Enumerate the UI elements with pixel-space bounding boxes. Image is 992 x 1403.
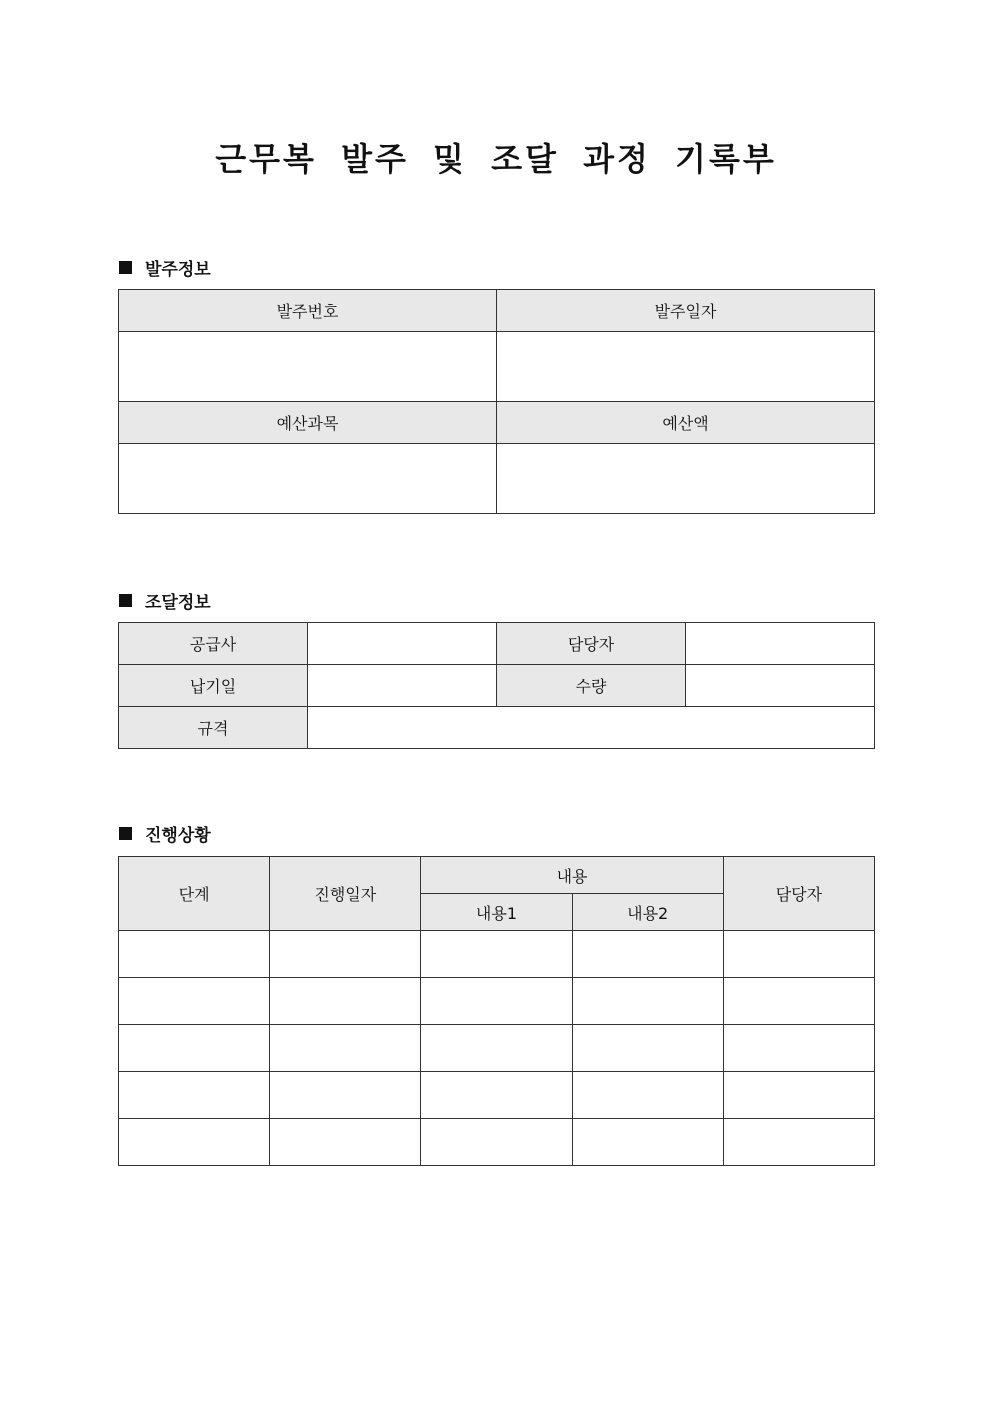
quantity-label: 수량 (497, 665, 686, 707)
manager-label: 담당자 (497, 623, 686, 665)
square-bullet-icon (119, 261, 132, 274)
order-number-field[interactable] (119, 332, 497, 402)
stage-header: 단계 (119, 857, 270, 931)
section-heading-label: 발주정보 (145, 260, 211, 280)
supplier-field[interactable] (308, 623, 497, 665)
table-cell[interactable] (270, 1119, 421, 1166)
section-heading-label: 진행상황 (145, 826, 211, 846)
table-cell[interactable] (572, 1119, 723, 1166)
table-cell[interactable] (119, 1072, 270, 1119)
square-bullet-icon (119, 827, 132, 840)
table-cell[interactable] (119, 931, 270, 978)
table-row (119, 931, 875, 978)
table-row (119, 1025, 875, 1072)
table-cell[interactable] (572, 978, 723, 1025)
table-cell[interactable] (723, 1072, 874, 1119)
table-cell[interactable] (421, 978, 572, 1025)
section-heading-order-info (119, 255, 211, 280)
supplier-label: 공급사 (119, 623, 308, 665)
spec-field[interactable] (308, 707, 875, 749)
table-cell[interactable] (572, 931, 723, 978)
table-row (119, 1072, 875, 1119)
page-title: 근무복 발주 및 조달 과정 기록부 (215, 140, 777, 178)
spec-label: 규격 (119, 707, 308, 749)
table-cell[interactable] (421, 1072, 572, 1119)
budget-amount-label: 예산액 (497, 402, 875, 444)
section-heading-label: 조달정보 (145, 593, 211, 613)
table-cell[interactable] (119, 978, 270, 1025)
table-cell[interactable] (119, 1025, 270, 1072)
content-header: 내용 (421, 857, 723, 894)
table-cell[interactable] (270, 1072, 421, 1119)
manager-field[interactable] (686, 623, 875, 665)
content1-header: 내용1 (421, 894, 572, 931)
delivery-date-field[interactable] (308, 665, 497, 707)
table-cell[interactable] (572, 1072, 723, 1119)
order-date-label: 발주일자 (497, 290, 875, 332)
manager-header: 담당자 (723, 857, 874, 931)
section-heading-progress (119, 821, 211, 846)
delivery-date-label: 납기일 (119, 665, 308, 707)
table-cell[interactable] (421, 1119, 572, 1166)
table-cell[interactable] (119, 1119, 270, 1166)
procurement-info-table (118, 622, 875, 749)
progress-date-header: 진행일자 (270, 857, 421, 931)
table-row (119, 1119, 875, 1166)
table-cell[interactable] (270, 931, 421, 978)
budget-amount-field[interactable] (497, 444, 875, 514)
table-cell[interactable] (421, 1025, 572, 1072)
table-cell[interactable] (723, 978, 874, 1025)
table-cell[interactable] (572, 1025, 723, 1072)
progress-table (118, 856, 875, 1166)
table-cell[interactable] (723, 1119, 874, 1166)
order-date-field[interactable] (497, 332, 875, 402)
table-cell[interactable] (723, 931, 874, 978)
table-row (119, 978, 875, 1025)
section-heading-procurement-info (119, 588, 211, 613)
table-cell[interactable] (723, 1025, 874, 1072)
order-number-label: 발주번호 (119, 290, 497, 332)
table-cell[interactable] (421, 931, 572, 978)
square-bullet-icon (119, 594, 132, 607)
order-info-table (118, 289, 875, 514)
quantity-field[interactable] (686, 665, 875, 707)
budget-item-field[interactable] (119, 444, 497, 514)
budget-item-label: 예산과목 (119, 402, 497, 444)
table-cell[interactable] (270, 978, 421, 1025)
content2-header: 내용2 (572, 894, 723, 931)
table-cell[interactable] (270, 1025, 421, 1072)
